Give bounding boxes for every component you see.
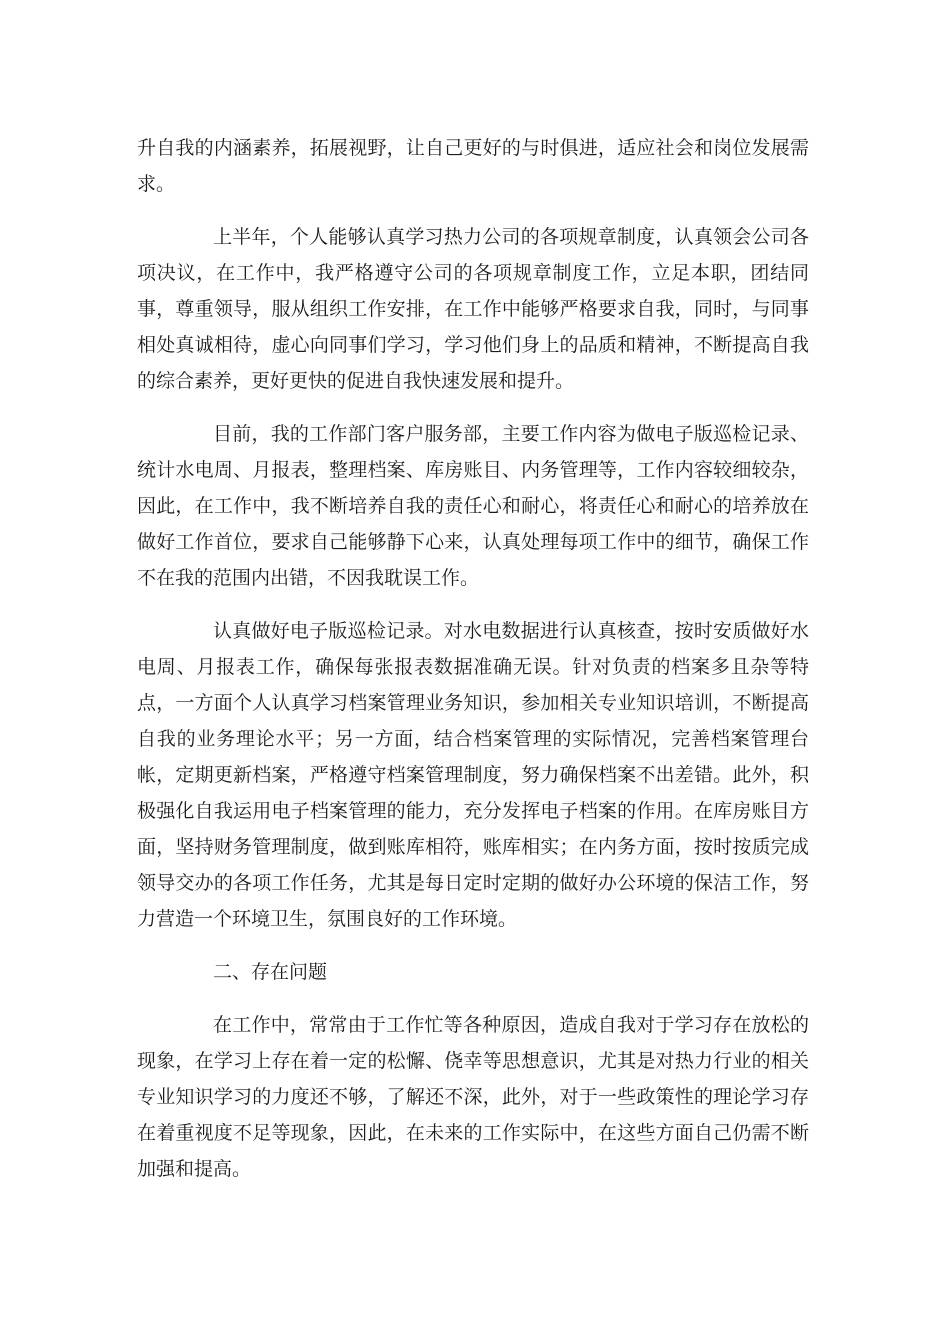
paragraph-problems: 在工作中，常常由于工作忙等各种原因，造成自我对于学习存在放松的现象，在学习上存在着一定的松懈、侥幸等思想意识，尤其是对热力行业的相关专业知识学习的力度还不够，了解还不深，此外，对于一些政策性的理论学习存在着重视度不足等现象，因此，在未来的工作实际中，在这些方面自己仍需不断加强和提高。 [137, 1014, 809, 1180]
paragraph-inspection-records: 认真做好电子版巡检记录。对水电数据进行认真核查，按时安质做好水电周、月报表工作，确保每张报表数据准确无误。针对负责的档案多且杂等特点，一方面个人认真学习档案管理业务知识，参加相关专业知识培训，不断提高自我的业务理论水平；另一方面，结合档案管理的实际情况，完善档案管理台帐，定期更新档案，严格遵守档案管理制度，努力确保档案不出差错。此外，积极强化自我运用电子档案管理的能力，充分发挥电子档案的作用。在库房账目方面，坚持财务管理制度，做到账库相符，账库相实；在内务方面，按时按质完成领导交办的各项工作任务，尤其是每日定时定期的做好办公环境的保洁工作，努力营造一个环境卫生，氛围良好的工作环境。 [137, 620, 809, 930]
document-body [137, 130, 809, 1204]
paragraph-continuation: 升自我的内涵素养，拓展视野，让自己更好的与时俱进，适应社会和岗位发展需求。 [137, 137, 809, 195]
paragraph-current-work: 目前，我的工作部门客户服务部，主要工作内容为做电子版巡检记录、统计水电周、月报表，整理档案、库房账目、内务管理等，工作内容较细较杂，因此，在工作中，我不断培养自我的责任心和耐心，将责任心和耐心的培养放在做好工作首位，要求自己能够静下心来，认真处理每项工作中的细节，确保工作不在我的范围内出错，不因我耽误工作。 [137, 423, 809, 589]
paragraph-half-year-review: 上半年，个人能够认真学习热力公司的各项规章制度，认真领会公司各项决议，在工作中，我严格遵守公司的各项规章制度工作，立足本职，团结同事，尊重领导，服从组织工作安排，在工作中能够严格要求自我，同时，与同事相处真诚相待，虚心向同事们学习，学习他们身上的品质和精神，不断提高自我的综合素养，更好更快的促进自我快速发展和提升。 [137, 226, 809, 392]
section-heading-existing-problems: 二、存在问题 [213, 961, 328, 983]
